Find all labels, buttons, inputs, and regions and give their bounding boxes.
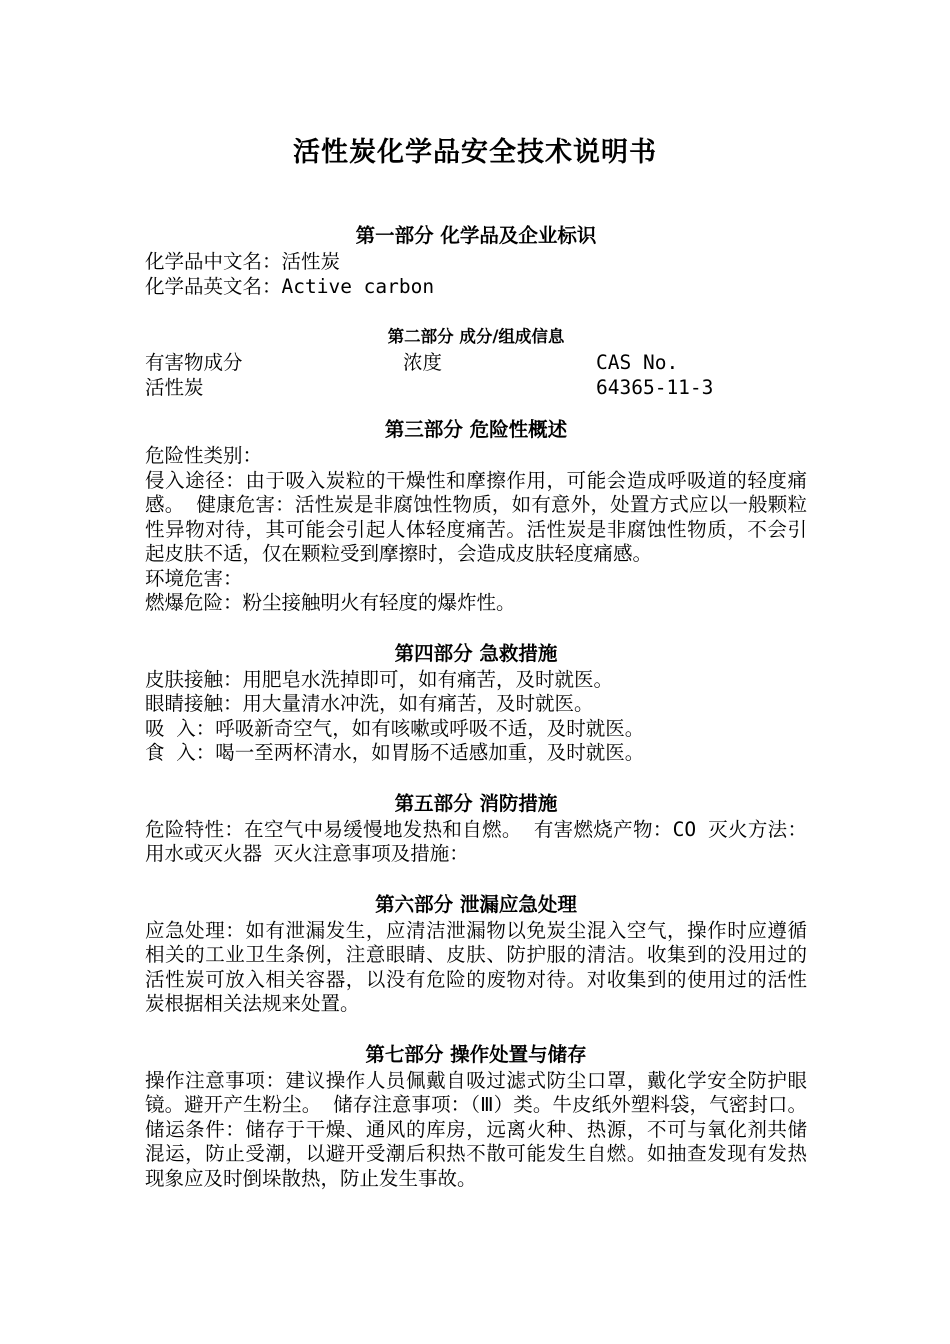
section-6-heading: 第六部分 泄漏应急处理	[375, 892, 577, 916]
section-5-heading: 第五部分 消防措施	[394, 791, 558, 815]
section-7-heading: 第七部分 操作处置与储存	[365, 1042, 587, 1066]
environmental-hazard: 环境危害：	[145, 566, 243, 590]
document-title: 活性炭化学品安全技术说明书	[293, 137, 657, 168]
first-aid-eyes: 眼睛接触：用大量清水冲洗，如有痛苦，及时就医。	[145, 692, 594, 715]
column-header-component: 有害物成分	[145, 351, 243, 374]
concentration-cell	[403, 376, 596, 401]
first-aid-inhalation: 吸 入：呼吸新奇空气，如有咳嗽或呼吸不适，及时就医。	[145, 716, 645, 740]
section-1-heading: 第一部分 化学品及企业标识	[355, 224, 597, 247]
column-header-cas: CAS No.	[596, 351, 679, 374]
chemical-cn-name: 化学品中文名：活性炭	[145, 250, 341, 273]
composition-table-header	[145, 351, 807, 376]
first-aid-skin: 皮肤接触：用肥皂水洗掉即可，如有痛苦，及时就医。	[145, 667, 614, 691]
handling-storage-text: 操作注意事项：建议操作人员佩戴自吸过滤式防尘口罩，戴化学安全防护眼镜。避开产生粉尘。 储存注意事项：（Ⅲ）类。牛皮纸外塑料袋，气密封口。储运条件：储存于干燥、通风的库房，远离火种、热源，不可与氧化剂共储混运，防止受潮，以避开受潮后积热不散可能发生自燃。如抽查发现有发热现象应及时倒垛散热，防止发生事故。	[145, 1068, 807, 1190]
firefighting-text: 危险特性：在空气中易缓慢地发热和自燃。 有害燃烧产物：CO 灭火方法：用水或灭火器 灭火注意事项及措施：	[145, 817, 807, 865]
table-row	[145, 376, 807, 401]
section-4-heading: 第四部分 急救措施	[394, 641, 558, 665]
spill-response-text: 应急处理：如有泄漏发生，应清洁泄漏物以免炭尘混入空气，操作时应遵循相关的工业卫生条例，注意眼睛、皮肤、防护服的清洁。收集到的没用过的活性炭可放入相关容器，以没有危险的废物对待。对收集到的使用过的活性炭根据相关法规来处置。	[145, 918, 807, 1015]
chemical-en-name: 化学品英文名：Active carbon	[145, 274, 435, 298]
first-aid-ingestion: 食 入：喝一至两杯清水，如胃肠不适感加重，及时就医。	[145, 741, 645, 764]
component-cell: 活性炭	[145, 375, 204, 399]
section-2-heading: 第二部分 成分/组成信息	[387, 327, 565, 346]
cas-cell: 64365-11-3	[596, 375, 714, 399]
column-header-concentration: 浓度	[403, 351, 443, 374]
document-body	[145, 222, 807, 1191]
explosion-hazard: 燃爆危险：粉尘接触明火有轻度的爆炸性。	[145, 591, 516, 614]
hazard-category: 危险性类别：	[145, 444, 263, 467]
section-3-heading: 第三部分 危险性概述	[384, 418, 568, 441]
hazard-overview-text: 侵入途径：由于吸入炭粒的干燥性和摩擦作用，可能会造成呼吸道的轻度痛感。 健康危害：活性炭是非腐蚀性物质，如有意外，处置方式应以一般颗粒性异物对待，其可能会引起人体轻度痛苦。活性炭是非腐蚀性物质，不会引起皮肤不适，仅在颗粒受到摩擦时，会造成皮肤轻度痛感。	[145, 468, 807, 565]
